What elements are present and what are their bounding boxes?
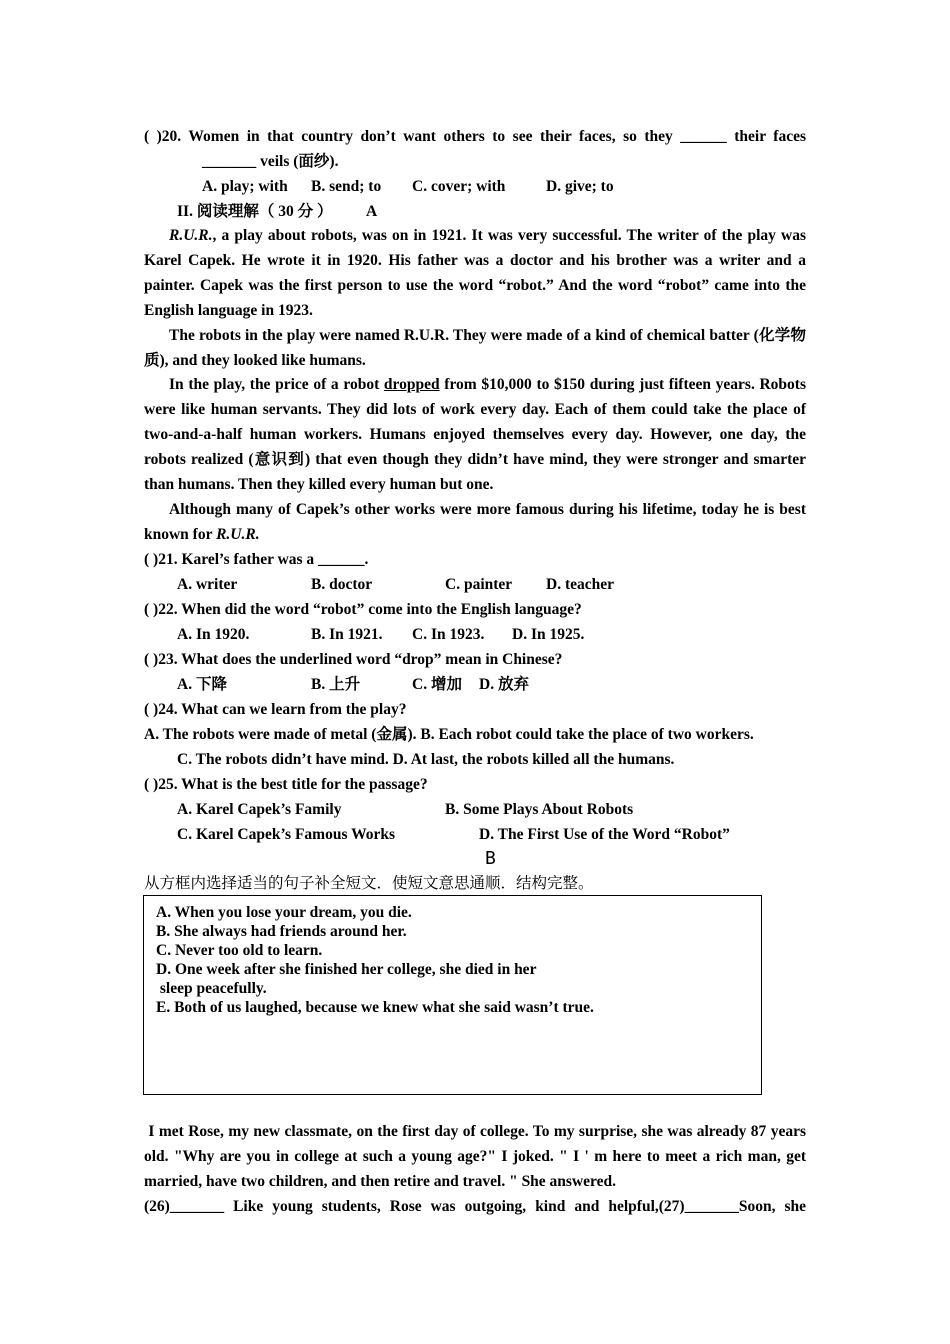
section-b-instruction: 从方框内选择适当的句子补全短文．使短文意思通顺．结构完整。: [144, 875, 594, 892]
q22-stem: ( )22. When did the word “robot” come into the English language?: [144, 601, 582, 618]
passage-a-p1: R.U.R., a play about robots, was on in 1921. It was very successful. The writer of the play was Karel Capek. He wrote it in 1920. His father was a doctor and his brother was a writer and a painter. Capek was the first person to use the word “robot.” And the word “robot” came into the English language in 1923.: [144, 227, 806, 319]
q20-stem: ( )20. Women in that country don’t want others to see their faces, so they ______ their faces: [144, 128, 806, 145]
q20-option-a: A. play; with: [202, 178, 288, 195]
passage-a-p2: The robots in the play were named R.U.R. They were made of a kind of chemical batter (化学物质), and they looked like humans.: [144, 326, 806, 369]
q24-stem: ( )24. What can we learn from the play?: [144, 701, 407, 718]
q20-stem-cont: _______ veils (面纱).: [202, 153, 339, 170]
box-option-b: B. She always had friends around her.: [156, 923, 407, 940]
q25-option-c: C. Karel Capek’s Famous Works: [177, 826, 396, 843]
q24-options-line1: A. The robots were made of metal (金属). B. Each robot could take the place of two workers.: [144, 726, 754, 743]
q24-options-line2: C. The robots didn’t have mind. D. At last, the robots killed all the humans.: [177, 751, 675, 768]
q21-option-d: D. teacher: [546, 576, 614, 593]
box-option-c: C. Never too old to learn.: [156, 942, 323, 959]
box-option-d-cont: sleep peacefully.: [156, 980, 267, 997]
q21-stem: ( )21. Karel’s father was a ______.: [144, 551, 369, 568]
box-option-a: A. When you lose your dream, you die.: [156, 904, 412, 921]
q23-option-d: D. 放弃: [479, 676, 529, 693]
q23-option-b: B. 上升: [311, 676, 361, 693]
underlined-word: dropped: [383, 376, 440, 394]
passage-a-p4: Although many of Capek’s other works were more famous during his lifetime, today he is best known for R.U.R.: [144, 500, 806, 543]
q20-option-d: D. give; to: [546, 178, 614, 195]
passage-a: [144, 224, 806, 548]
passage-b-blanks-line: (26)_______ Like young students, Rose was outgoing, kind and helpful,(27)_______Soon, she: [144, 1198, 806, 1215]
passage-b: I met Rose, my new classmate, on the first day of college. To my surprise, she was already 87 years old. "Why are you in college at such a young age?" I joked. " I ' m here to meet a rich man, get married, have two children, and then retire and travel. " She answered.: [144, 1123, 810, 1190]
q21-option-c: C. painter: [445, 576, 513, 593]
play-title: R.U.R.: [169, 227, 213, 244]
box-option-e: E. Both of us laughed, because we knew what she said wasn’t true.: [156, 999, 594, 1016]
q25-option-b: B. Some Plays About Robots: [445, 801, 634, 818]
section-b-letter: B: [485, 848, 496, 869]
q21-option-b: B. doctor: [311, 576, 373, 593]
q22-option-c: C. In 1923.: [412, 626, 485, 643]
q23-stem: ( )23. What does the underlined word “drop” mean in Chinese?: [144, 651, 563, 668]
q23-option-c: C. 增加: [412, 676, 462, 693]
passage-a-p3: In the play, the price of a robot dropped from $10,000 to $150 during just fifteen years. Robots were like human servants. They did lots of work every day. Each of them could take the place of two-and-a-half human workers. Humans enjoyed themselves every day. However, one day, the robots realized (意识到) that even though they didn’t have mind, they were stronger and smarter than humans. Then they killed every human but one.: [144, 376, 806, 494]
q25-option-d: D. The First Use of the Word “Robot”: [479, 826, 730, 843]
q22-option-b: B. In 1921.: [311, 626, 383, 643]
q23-option-a: A. 下降: [177, 676, 227, 693]
section-2-title: II. 阅读理解（ 30 分 ）: [177, 203, 333, 220]
q25-stem: ( )25. What is the best title for the passage?: [144, 776, 428, 793]
q21-option-a: A. writer: [177, 576, 238, 593]
section-2-part: A: [366, 203, 378, 220]
q20-option-c: C. cover; with: [412, 178, 506, 195]
play-title-2: R.U.R.: [216, 525, 260, 543]
sentence-options-box: [143, 895, 762, 1095]
q20-option-b: B. send; to: [311, 178, 382, 195]
q22-option-d: D. In 1925.: [512, 626, 585, 643]
box-option-d: D. One week after she finished her college, she died in her: [156, 961, 537, 978]
q22-option-a: A. In 1920.: [177, 626, 250, 643]
q25-option-a: A. Karel Capek’s Family: [177, 801, 342, 818]
